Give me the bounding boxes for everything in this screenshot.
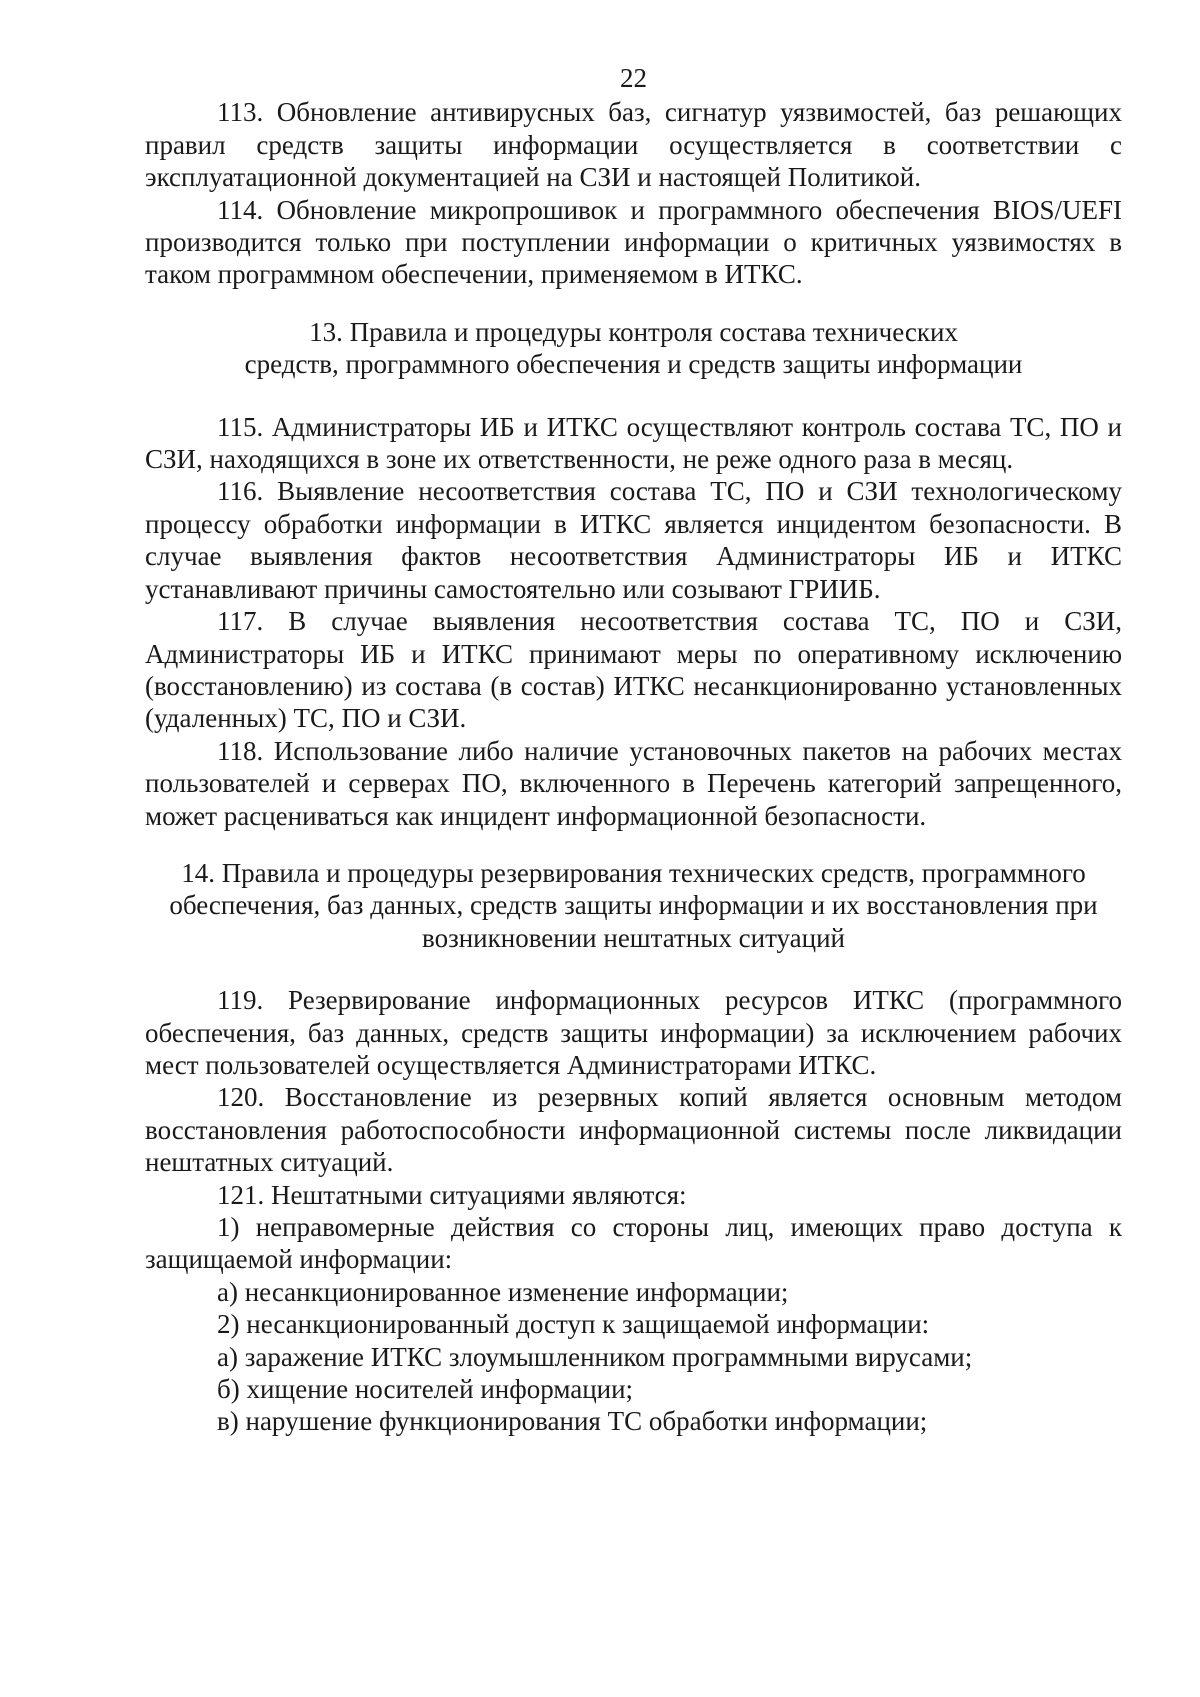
paragraph-121: 121. Нештатными ситуациями являются: [217,1179,687,1210]
paragraph-113: 113. Обновление антивирусных баз, сигнатур уязвимостей, баз решающих правил средств защиты информации осуществляется в соответствии с эксплуатационной документацией на СЗИ и настоящей Политикой. [145,97,1122,193]
section-14-heading-line: обеспечения, баз данных, средств защиты информации и их восстановления при [169,890,1098,921]
page-number: 22 [620,63,647,93]
section-14-heading-line: 14. Правила и процедуры резервирования технических средств, программного [181,857,1086,888]
section-13-heading-line: средств, программного обеспечения и средств защиты информации [244,349,1023,380]
paragraph-116: 116. Выявление несоответствия состава ТС, ПО и СЗИ технологическому процессу обработки информации в ИТКС является инцидентом безопасности. В случае выявления фактов несоответствия Администраторы ИБ и ИТКС устанавливают причины самостоятельно или созывают ГРИИБ. [145,476,1122,604]
document-page [145,62,1122,1438]
list-item: а) несанкционированное изменение информации; [217,1276,789,1307]
section-14-heading-line: возникновении нештатных ситуаций [422,922,845,953]
list-item: 2) несанкционированный доступ к защищаемой информации: [217,1309,930,1340]
paragraph-114: 114. Обновление микропрошивок и программного обеспечения BIOS/UEFI производится только при поступлении информации о критичных уязвимостях в таком программном обеспечении, применяемом в ИТКС. [145,194,1122,290]
list-item: 1) неправомерные действия со стороны лиц, имеющих право доступа к защищаемой информации: [145,1212,1122,1275]
list-item: а) заражение ИТКС злоумышленником программными вирусами; [217,1341,973,1372]
paragraph-117: 117. В случае выявления несоответствия состава ТС, ПО и СЗИ, Администраторы ИБ и ИТКС принимают меры по оперативному исключению (восстановлению) из состава (в состав) ИТКС несанкционированно установленных (удаленных) ТС, ПО и СЗИ. [145,606,1122,734]
paragraph-120: 120. Восстановление из резервных копий является основным методом восстановления работоспособности информационной системы после ликвидации нештатных ситуаций. [145,1082,1122,1178]
section-14-heading [139,857,1128,954]
paragraph-115: 115. Администраторы ИБ и ИТКС осуществляют контроль состава ТС, ПО и СЗИ, находящихся в зоне их ответственности, не реже одного раза в месяц. [145,411,1122,475]
section-13-heading [145,316,1122,381]
paragraph-119: 119. Резервирование информационных ресурсов ИТКС (программного обеспечения, баз данных, средств защиты информации) за исключением рабочих мест пользователей осуществляется Администраторами ИТКС. [145,985,1122,1080]
paragraph-118: 118. Использование либо наличие установочных пакетов на рабочих местах пользователей и серверах ПО, включенного в Перечень категорий запрещенного, может расцениваться как инцидент информационной безопасности. [145,735,1122,831]
section-13-heading-line: 13. Правила и процедуры контроля состава технических [309,316,958,347]
list-item: в) нарушение функционирования ТС обработки информации; [217,1406,928,1437]
list-item: б) хищение носителей информации; [217,1374,634,1405]
